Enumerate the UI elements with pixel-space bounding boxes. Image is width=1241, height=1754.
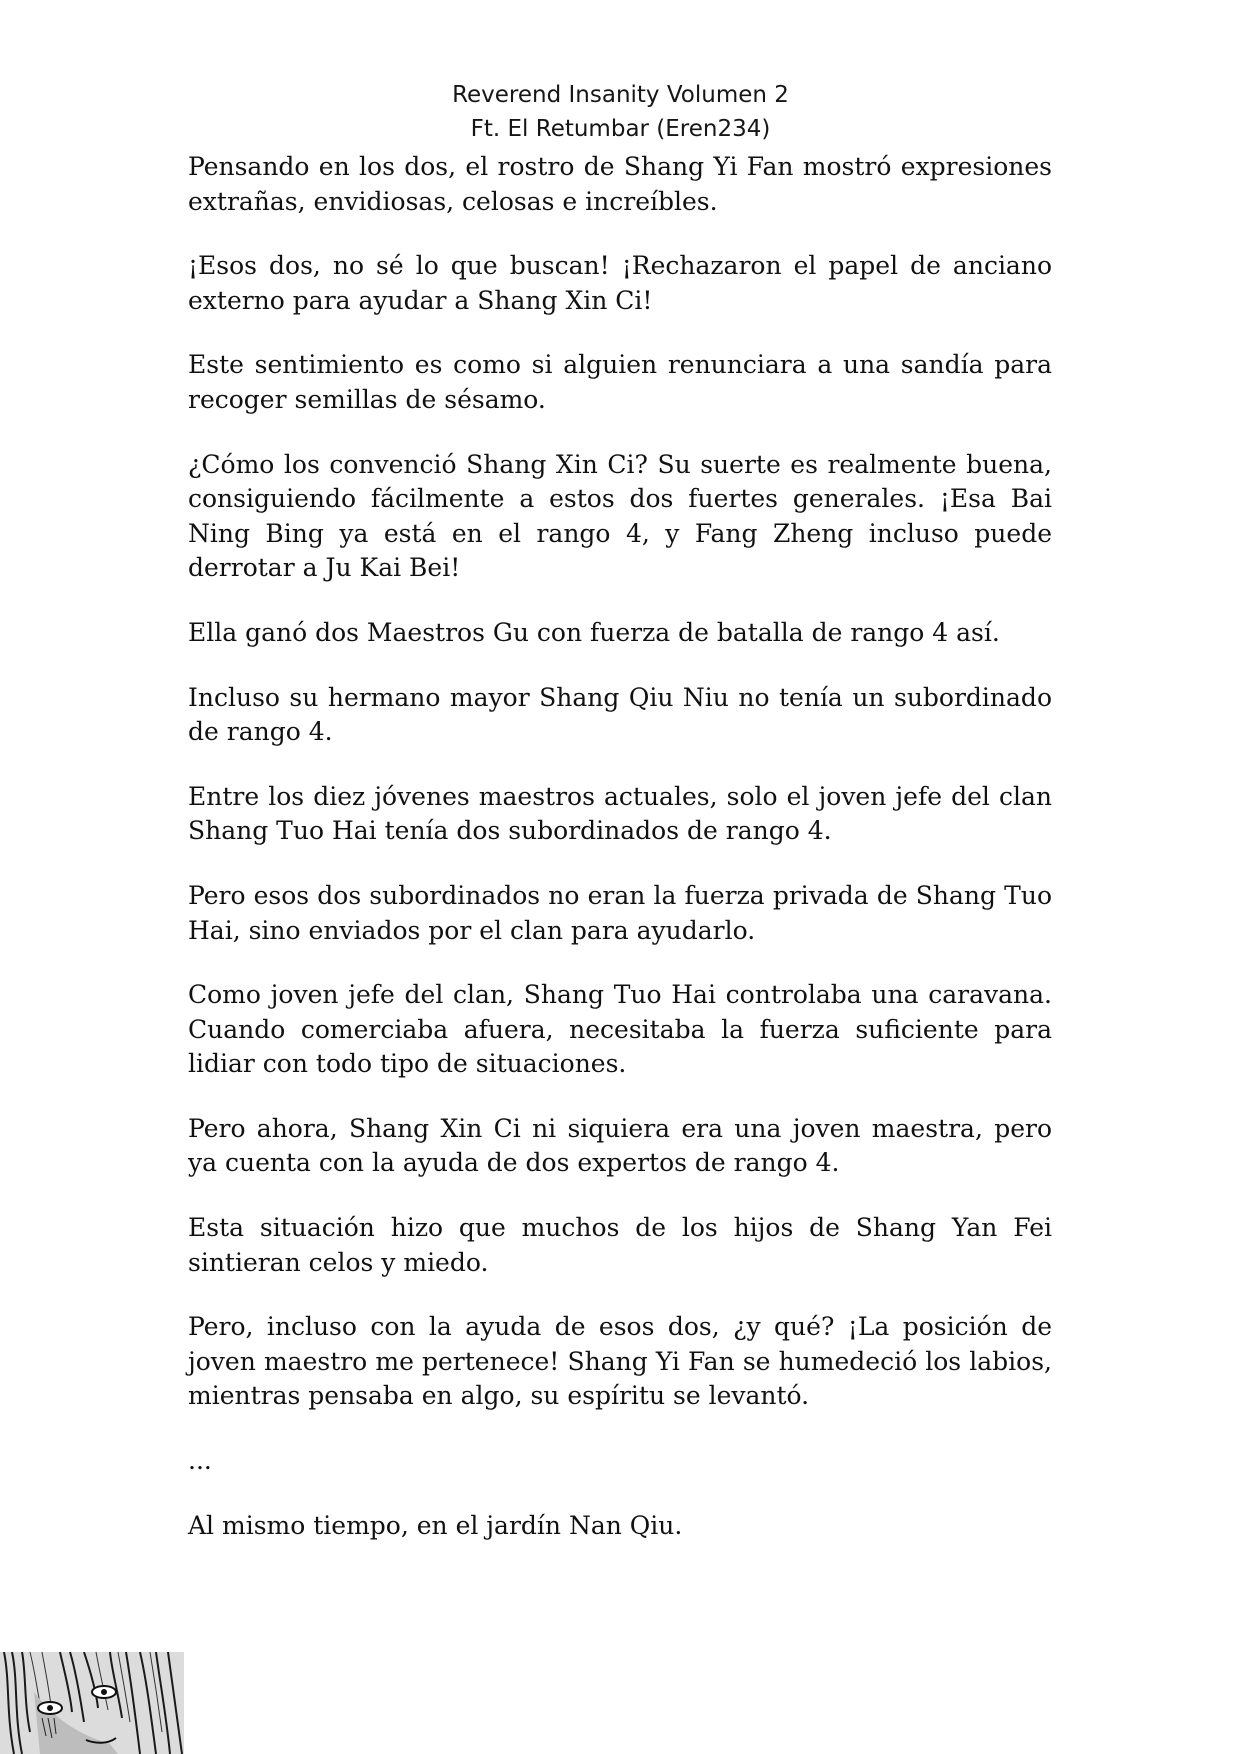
- paragraph: Pensando en los dos, el rostro de Shang Yi Fan mostró expresiones extrañas, envidiosas, celosas e increíbles.: [188, 152, 1052, 216]
- page-header: [0, 78, 1241, 146]
- chapter-body: [188, 150, 1052, 1573]
- scene-break: ...: [188, 1446, 212, 1476]
- paragraph: ¿Cómo los convenció Shang Xin Ci? Su suerte es realmente buena, consiguiendo fácilmente a estos dos fuertes generales. ¡Esa Bai Ning Bing ya está en el rango 4, y Fang Zheng incluso puede derrotar a Ju Kai Bei!: [188, 449, 1052, 583]
- paragraph: Esta situación hizo que muchos de los hijos de Shang Yan Fei sintieran celos y miedo.: [188, 1213, 1052, 1277]
- manga-character-illustration: [0, 1652, 184, 1754]
- paragraph: Pero esos dos subordinados no eran la fuerza privada de Shang Tuo Hai, sino enviados por el clan para ayudarlo.: [188, 880, 1052, 945]
- paragraph: Entre los diez jóvenes maestros actuales, solo el joven jefe del clan Shang Tuo Hai tenía dos subordinados de rango 4.: [188, 781, 1052, 846]
- paragraph: Este sentimiento es como si alguien renunciara a una sandía para recoger semillas de sésamo.: [188, 350, 1052, 414]
- paragraph: ¡Esos dos, no sé lo que buscan! ¡Rechazaron el papel de anciano externo para ayudar a Shang Xin Ci!: [188, 251, 1052, 315]
- paragraph: Como joven jefe del clan, Shang Tuo Hai controlaba una caravana. Cuando comerciaba afuera, necesitaba la fuerza suficiente para lidiar con todo tipo de situaciones.: [188, 980, 1052, 1079]
- paragraph: Pero, incluso con la ayuda de esos dos, ¿y qué? ¡La posición de joven maestro me pertenece! Shang Yi Fan se humedeció los labios, mientras pensaba en algo, su espíritu se levantó.: [188, 1312, 1052, 1411]
- paragraph: Pero ahora, Shang Xin Ci ni siquiera era una joven maestra, pero ya cuenta con la ayuda de dos expertos de rango 4.: [188, 1113, 1052, 1178]
- paragraph: Ella ganó dos Maestros Gu con fuerza de batalla de rango 4 así.: [188, 617, 1000, 647]
- paragraph: Al mismo tiempo, en el jardín Nan Qiu.: [188, 1510, 683, 1540]
- header-credit: Ft. El Retumbar (Eren234): [470, 116, 771, 142]
- header-title: Reverend Insanity Volumen 2: [452, 82, 789, 108]
- paragraph: Incluso su hermano mayor Shang Qiu Niu no tenía un subordinado de rango 4.: [188, 682, 1052, 747]
